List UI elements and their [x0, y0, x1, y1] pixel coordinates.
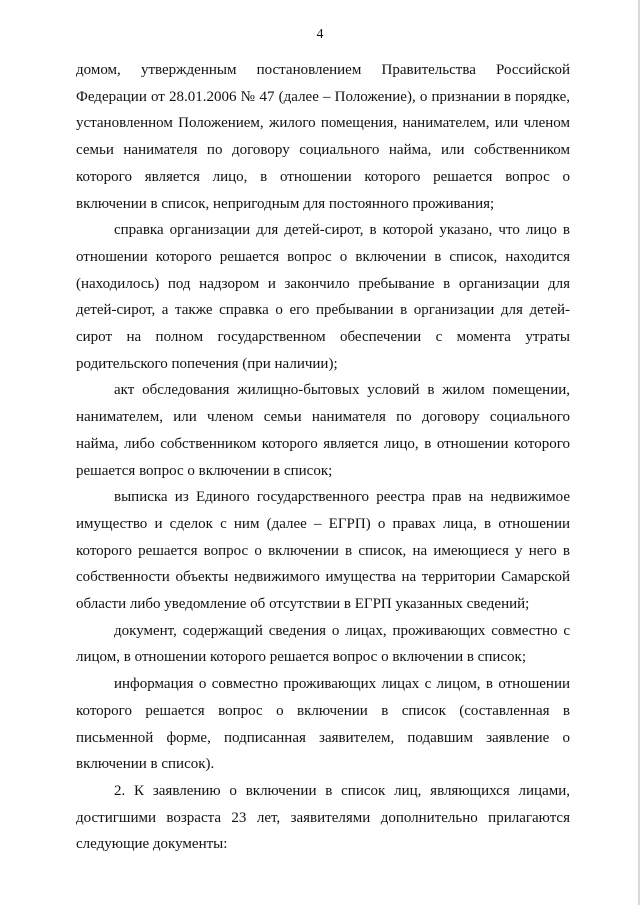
- document-body: [76, 57, 570, 858]
- page-number: 4: [316, 27, 324, 42]
- paragraph-egrp-extract: выписка из Единого государственного реестра прав на недвижимое имущество и сделок с ним (далее – ЕГРП) о правах лица, в отношении которого решается вопрос о включении в список, на имеющиеся у него в собственности объекты недвижимого имущества на территории Самарской области либо уведомление об отсутствии в ЕГРП указанных сведений;: [76, 489, 570, 613]
- paragraph-housing-inspection-act: акт обследования жилищно-бытовых условий в жилом помещении, нанимателем, или членом семьи нанимателя по договору социального найма, либо собственником которого является лицо, в отношении которого решается вопрос о включении в список;: [76, 382, 570, 479]
- paragraph-orphanage-certificate: справка организации для детей-сирот, в которой указано, что лицо в отношении которого решается вопрос о включении в список, находится (находилось) под надзором и закончило пребывание в организации для детей-сирот, а также справка о его пребывании в организации для детей-сирот на полном государственном обеспечении с момента утраты родительского попечения (при наличии);: [76, 222, 570, 372]
- paragraph-cohabitants-document: документ, содержащий сведения о лицах, проживающих совместно с лицом, в отношении которого решается вопрос о включении в список;: [76, 622, 570, 666]
- paragraph-section-2: 2. К заявлению о включении в список лиц, являющихся лицами, достигшими возраста 23 лет, заявителями дополнительно прилагаются следующие документы:: [76, 782, 570, 853]
- paragraph-continuation: домом, утвержденным постановлением Правительства Российской Федерации от 28.01.2006 № 47 (далее – Положение), о признании в порядке, установленном Положением, жилого помещения, нанимателем, или членом семьи нанимателя по договору социального найма, или собственником которого является лицо, в отношении которого решается вопрос о включении в список, непригодным для постоянного проживания;: [76, 62, 570, 212]
- paragraph-cohabitants-information: информация о совместно проживающих лицах с лицом, в отношении которого решается вопрос о включении в список (составленная в письменной форме, подписанная заявителем, подавшим заявление о включении в список).: [76, 676, 570, 773]
